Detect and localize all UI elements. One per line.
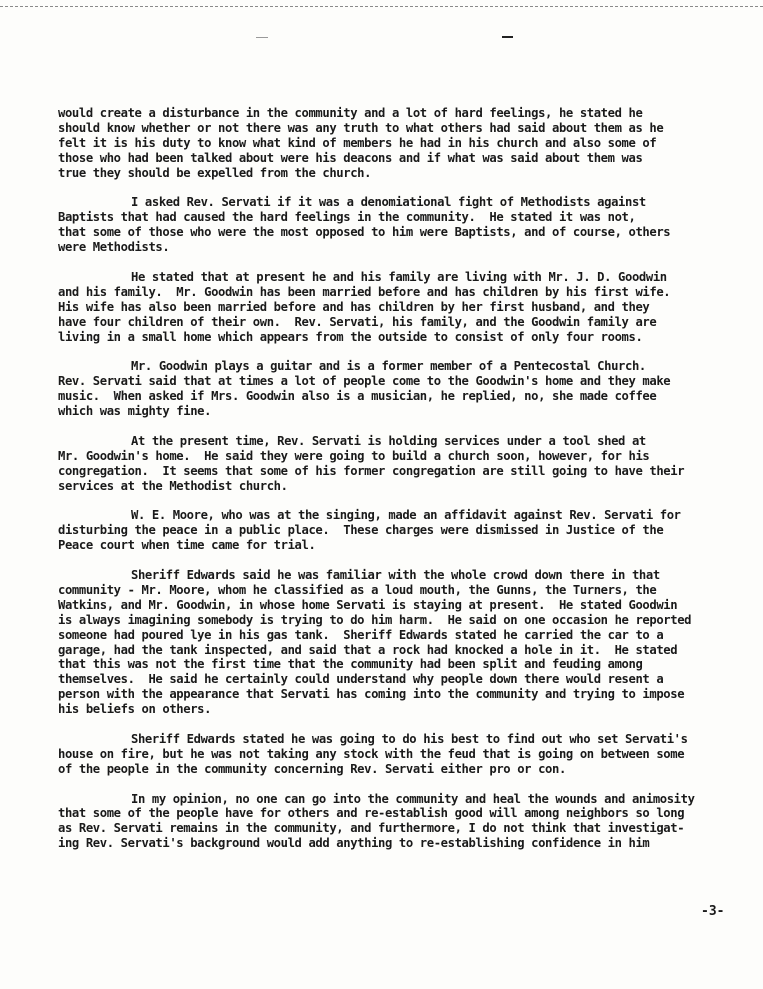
text-line: Sheriff Edwards stated he was going to do his best to find out who set Servati's: [131, 731, 688, 746]
text-line: congregation. It seems that some of his former congregation are still going to have their: [58, 463, 685, 478]
text-line: disturbing the peace in a public place. These charges were dismissed in Justice of the: [58, 523, 664, 538]
text-line: Peace court when time came for trial.: [58, 538, 316, 553]
text-line: true they should be expelled from the church.: [58, 165, 372, 180]
text-line: Baptists that had caused the hard feelings in the community. He stated it was not,: [58, 210, 636, 225]
text-line: person with the appearance that Servati has coming into the community and trying to impose: [58, 687, 685, 702]
text-line: would create a disturbance in the community and a lot of hard feelings, he stated he: [58, 106, 643, 120]
text-line: At the present time, Rev. Servati is holding services under a tool shed at: [131, 433, 646, 448]
text-line: Mr. Goodwin plays a guitar and is a former member of a Pentecostal Church.: [131, 359, 646, 374]
text-line: someone had poured lye in his gas tank. Sheriff Edwards stated he carried the car to a: [58, 627, 664, 642]
text-line: those who had been talked about were his deacons and if what was said about them was: [58, 150, 643, 165]
text-line: Watkins, and Mr. Goodwin, in whose home Servati is staying at present. He stated Goodwin: [58, 597, 678, 612]
paragraph: [58, 568, 748, 717]
text-line: should know whether or not there was any truth to what others had said about them as he: [58, 120, 664, 135]
text-line: In my opinion, no one can go into the community and heal the wounds and animosity: [131, 791, 695, 806]
text-line: is always imagining somebody is trying to do him harm. He said on one occasion he reported: [58, 612, 692, 627]
text-line: that this was not the first time that the community had been split and feuding among: [58, 657, 643, 672]
text-line: have four children of their own. Rev. Servati, his family, and the Goodwin family are: [58, 314, 657, 329]
text-line: of the people in the community concerning Rev. Servati either pro or con.: [58, 761, 566, 776]
text-line: Sheriff Edwards said he was familiar with the whole crowd down there in that: [131, 568, 660, 582]
text-line: He stated that at present he and his family are living with Mr. J. D. Goodwin: [131, 269, 667, 284]
paragraph: [58, 792, 748, 852]
text-line: Rev. Servati said that at times a lot of people come to the Goodwin's home and they make: [58, 374, 671, 389]
text-line: and his family. Mr. Goodwin has been married before and has children by his first wife.: [58, 284, 671, 299]
paragraph: [58, 359, 748, 419]
text-line: themselves. He said he certainly could understand why people down there would resent a: [58, 672, 664, 687]
paragraph: [58, 508, 748, 553]
text-line: His wife has also been married before and has children by her first husband, and they: [58, 299, 650, 314]
document-body: [58, 106, 748, 866]
text-line: services at the Methodist church.: [58, 478, 288, 493]
page-number: -3-: [701, 904, 725, 919]
text-line: music. When asked if Mrs. Goodwin also is a musician, he replied, no, she made coffee: [58, 389, 657, 404]
text-line: that some of those who were the most opposed to him were Baptists, and of course, others: [58, 225, 671, 240]
top-dashed-border: [0, 6, 763, 7]
header-mark-right: [502, 36, 513, 38]
text-line: garage, had the tank inspected, and said that a rock had knocked a hole in it. He stated: [58, 642, 678, 657]
text-line: community - Mr. Moore, whom he classified as a loud mouth, the Gunns, the Turners, the: [58, 582, 657, 597]
text-line: were Methodists.: [58, 240, 170, 255]
text-line: living in a small home which appears from the outside to consist of only four rooms.: [58, 329, 643, 344]
text-line: felt it is his duty to know what kind of members he had in his church and also some of: [58, 135, 657, 150]
text-line: that some of the people have for others and re-establish good will among neighbors so long: [58, 806, 685, 821]
text-line: his beliefs on others.: [58, 702, 212, 717]
text-line: W. E. Moore, who was at the singing, made an affidavit against Rev. Servati for: [131, 508, 681, 523]
text-line: ing Rev. Servati's background would add anything to re-establishing confidence in him: [58, 836, 650, 851]
paragraph: [58, 106, 748, 181]
text-line: which was mighty fine.: [58, 404, 212, 419]
paragraph: [58, 434, 748, 494]
text-line: I asked Rev. Servati if it was a denomiational fight of Methodists against: [131, 195, 646, 210]
header-mark-left: [256, 37, 268, 38]
text-line: as Rev. Servati remains in the community, and furthermore, I do not think that investigat-: [58, 821, 685, 836]
text-line: house on fire, but he was not taking any stock with the feud that is going on between some: [58, 746, 685, 761]
paragraph: [58, 270, 748, 345]
paragraph: [58, 195, 748, 255]
text-line: Mr. Goodwin's home. He said they were going to build a church soon, however, for his: [58, 448, 650, 463]
paragraph: [58, 732, 748, 777]
